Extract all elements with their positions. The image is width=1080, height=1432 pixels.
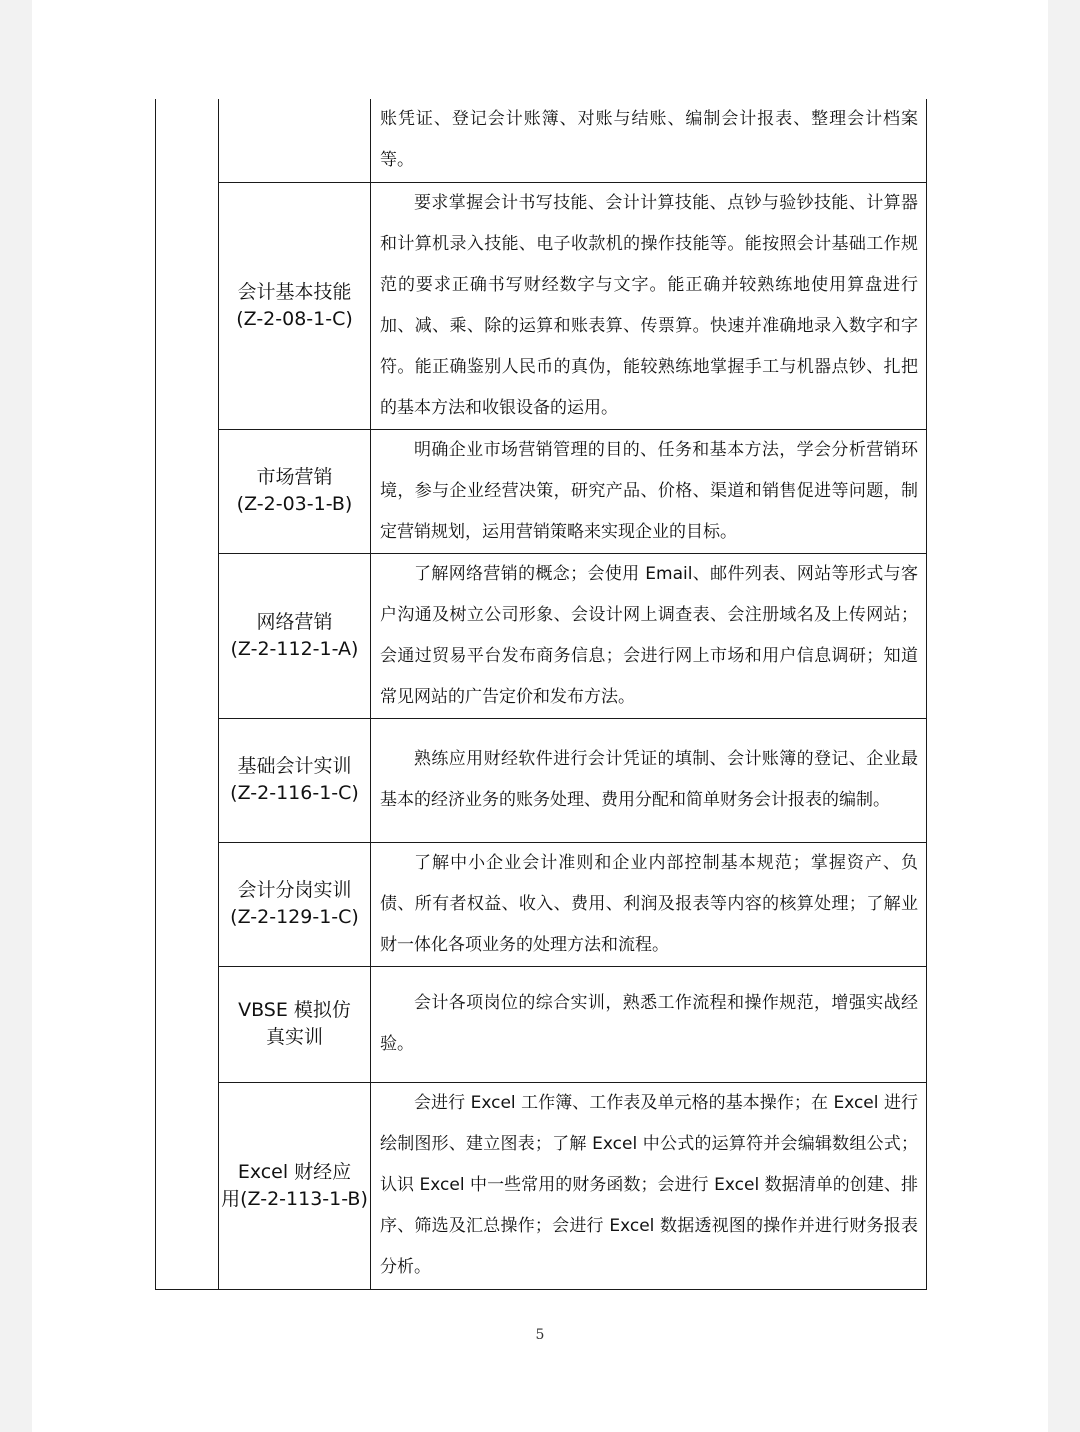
- course-description: 会计各项岗位的综合实训，熟悉工作流程和操作规范，增强实战经验。: [371, 966, 927, 1082]
- course-name-cell: [219, 842, 371, 966]
- course-code: (Z-2-08-1-C): [236, 307, 353, 330]
- document-page: [32, 0, 1048, 1432]
- course-description: 账凭证、登记会计账簿、对账与结账、编制会计报表、整理会计档案等。: [371, 99, 927, 182]
- course-description: 了解中小企业会计准则和企业内部控制基本规范；掌握资产、负债、所有者权益、收入、费用、利润及报表等内容的核算处理；了解业财一体化各项业务的处理方法和流程。: [371, 842, 927, 966]
- course-name: 基础会计实训: [237, 755, 352, 777]
- course-description: 了解网络营销的概念；会使用 Email、邮件列表、网站等形式与客户沟通及树立公司形象、会设计网上调查表、会注册域名及上传网站；会通过贸易平台发布商务信息；会进行网上市场和用户信息调研；知道常见网站的广告定价和发布方法。: [371, 553, 927, 718]
- table-row: [156, 553, 927, 718]
- page-number: 5: [535, 1327, 545, 1343]
- table-row: [156, 429, 927, 553]
- course-code: (Z-2-03-1-B): [236, 493, 353, 515]
- course-name: 会计基本技能: [237, 280, 352, 303]
- course-name: 市场营销: [256, 466, 333, 488]
- course-name: VBSE 模拟仿: [238, 999, 351, 1021]
- course-description: 熟练应用财经软件进行会计凭证的填制、会计账簿的登记、企业最基本的经济业务的账务处理、费用分配和简单财务会计报表的编制。: [371, 718, 927, 842]
- course-code: 真实训: [265, 1026, 323, 1048]
- table-row: [156, 842, 927, 966]
- course-code: (Z-2-116-1-C): [230, 782, 359, 804]
- table-row: [156, 1082, 927, 1289]
- table-row: [156, 182, 927, 429]
- course-name-cell: [219, 1082, 371, 1289]
- course-name-cell: [219, 553, 371, 718]
- course-name-cell: [219, 429, 371, 553]
- course-name-cell: [219, 182, 371, 429]
- course-name-cell: [219, 718, 371, 842]
- course-name: 网络营销: [256, 610, 333, 633]
- course-name-cell: [219, 966, 371, 1082]
- course-code: 用(Z-2-113-1-B): [221, 1187, 368, 1210]
- table-row: [156, 718, 927, 842]
- course-description: 要求掌握会计书写技能、会计计算技能、点钞与验钞技能、计算器和计算机录入技能、电子收款机的操作技能等。能按照会计基础工作规范的要求正确书写财经数字与文字。能正确并较熟练地使用算盘进行加、减、乘、除的运算和账表算、传票算。快速并准确地录入数字和字符。能正确鉴别人民币的真伪，能较熟练地掌握手工与机器点钞、扎把的基本方法和收银设备的运用。: [371, 182, 927, 429]
- course-code: (Z-2-112-1-A): [230, 637, 359, 660]
- category-cell: [156, 99, 219, 1289]
- table-row: [156, 99, 927, 182]
- course-name: 会计分岗实训: [237, 879, 352, 901]
- course-name-cell: [219, 99, 371, 182]
- course-name: Excel 财经应: [237, 1160, 352, 1183]
- course-code: (Z-2-129-1-C): [230, 906, 359, 928]
- course-description: 明确企业市场营销管理的目的、任务和基本方法，学会分析营销环境，参与企业经营决策，研究产品、价格、渠道和销售促进等问题，制定营销规划，运用营销策略来实现企业的目标。: [371, 429, 927, 553]
- course-table: [155, 99, 927, 1290]
- course-description: 会进行 Excel 工作簿、工作表及单元格的基本操作；在 Excel 进行绘制图形、建立图表；了解 Excel 中公式的运算符并会编辑数组公式；认识 Excel 中一些常用的财务函数；会进行 Excel 数据清单的创建、排序、筛选及汇总操作；会进行 Excel 数据透视图的操作并进行财务报表分析。: [371, 1082, 927, 1289]
- table-row: [156, 966, 927, 1082]
